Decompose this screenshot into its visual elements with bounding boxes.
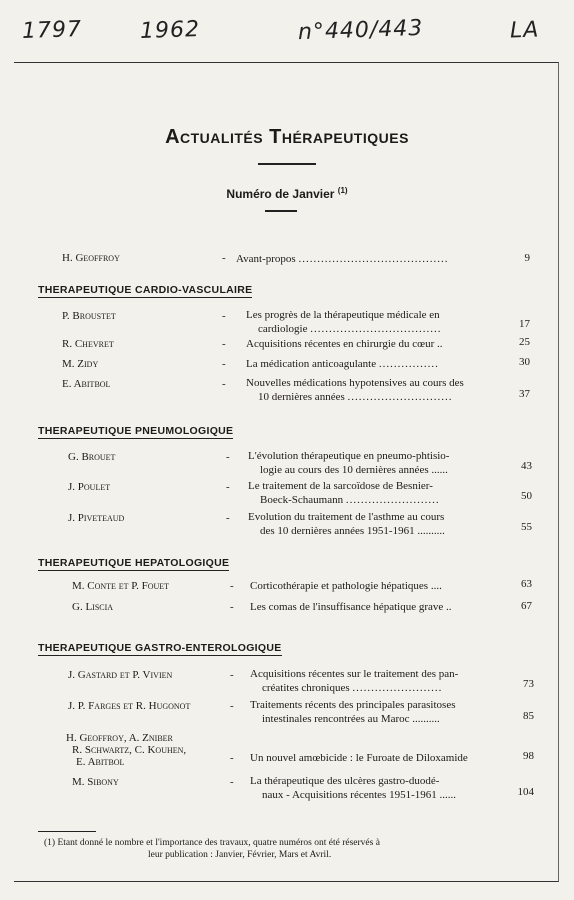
entry-author: M. Sibony bbox=[72, 776, 119, 788]
entry-author-line2: R. Schwartz, C. Kouhen, bbox=[72, 744, 187, 756]
entry-dash: - bbox=[230, 752, 234, 764]
entry-title: Corticothérapie et pathologie hépatiques .... bbox=[250, 580, 442, 592]
entry-page: 30 bbox=[519, 356, 530, 368]
entry-title bbox=[246, 357, 498, 371]
entry-author: E. Abitbol bbox=[62, 378, 111, 390]
footnote-line1: (1) Etant donné le nombre et l'importance des travaux, quatre numéros ont été réservés à bbox=[44, 838, 380, 848]
entry-author: J. Piveteaud bbox=[68, 512, 125, 524]
entry-title bbox=[250, 774, 500, 802]
intro-text: Avant-propos bbox=[236, 253, 299, 265]
section-pneumologique: THERAPEUTIQUE PNEUMOLOGIQUE bbox=[38, 425, 234, 437]
issue-text: Numéro de Janvier bbox=[226, 187, 335, 201]
entry-page: 50 bbox=[521, 490, 532, 502]
entry-dash: - bbox=[230, 669, 234, 681]
intro-dots: ........................................ bbox=[298, 253, 449, 265]
issue-label bbox=[0, 186, 574, 201]
entry-page: 25 bbox=[519, 336, 530, 348]
entry-title bbox=[248, 449, 498, 477]
entry-title-line2: intestinales rencontrées au Maroc .......... bbox=[262, 713, 440, 725]
entry-author: G. Brouet bbox=[68, 451, 116, 463]
intro-author: H. Geoffroy bbox=[62, 252, 120, 264]
entry-dash: - bbox=[230, 776, 234, 788]
entry-author: J. Poulet bbox=[68, 481, 111, 493]
entry-title-line1: Acquisitions récentes sur le traitement des pan- bbox=[250, 668, 459, 680]
entry-page: 63 bbox=[521, 578, 532, 590]
entry-title: Un nouvel amœbicide : le Furoate de Diloxamide bbox=[250, 752, 468, 764]
entry-author: P. Broustet bbox=[62, 310, 116, 322]
entry-dash: - bbox=[226, 481, 230, 493]
entry-page: 37 bbox=[519, 388, 530, 400]
entry-title bbox=[246, 376, 498, 404]
entry-title: Les comas de l'insuffisance hépatique grave .. bbox=[250, 601, 452, 613]
entry-dash: - bbox=[226, 451, 230, 463]
entry-title bbox=[248, 479, 498, 507]
entry-title bbox=[250, 667, 500, 695]
entry-dash: - bbox=[222, 378, 226, 390]
entry-page: 43 bbox=[521, 460, 532, 472]
entry-author: M. Conte et P. Fouet bbox=[72, 580, 170, 592]
entry-author: H. Geoffroy, A. Zniber bbox=[66, 732, 173, 744]
entry-dash: - bbox=[230, 580, 234, 592]
entry-author: J. Gastard et P. Vivien bbox=[68, 669, 173, 681]
entry-dash: - bbox=[222, 338, 226, 350]
entry-page: 85 bbox=[523, 710, 534, 722]
entry-title-text: La médication anticoagulante bbox=[246, 358, 379, 370]
entry-title-line2: créatites chroniques ........................ bbox=[262, 682, 443, 694]
handwritten-note-3: n°440/443 bbox=[297, 15, 424, 46]
entry-title-line2: logie au cours des 10 dernières années ...... bbox=[260, 464, 448, 476]
title-rule bbox=[258, 163, 316, 165]
issue-rule bbox=[265, 210, 297, 212]
entry-author: G. Liscia bbox=[72, 601, 114, 613]
entry-dash: - bbox=[230, 601, 234, 613]
entry-title-line2: 10 dernières années ............................ bbox=[258, 391, 453, 403]
entry-author: M. Zidy bbox=[62, 358, 99, 370]
handwritten-note-1: 1797 bbox=[21, 16, 83, 45]
entry-title bbox=[250, 698, 500, 726]
entry-title-line1: Le traitement de la sarcoïdose de Besnier- bbox=[248, 480, 433, 492]
entry-title bbox=[246, 308, 498, 336]
intro-dash: - bbox=[222, 252, 226, 264]
entry-dots: ................ bbox=[378, 358, 439, 370]
entry-page: 98 bbox=[523, 750, 534, 762]
entry-title-line1: La thérapeutique des ulcères gastro-duodé- bbox=[250, 775, 440, 787]
entry-title-line2: naux - Acquisitions récentes 1951-1961 ...... bbox=[262, 789, 456, 801]
entry-title-line1: Evolution du traitement de l'asthme au cours bbox=[248, 511, 445, 523]
entry-title-line2: cardiologie ................................... bbox=[258, 323, 442, 335]
handwritten-note-2: 1962 bbox=[139, 16, 201, 45]
entry-author-line3: E. Abitbol bbox=[76, 756, 125, 768]
entry-dash: - bbox=[226, 512, 230, 524]
entry-title-line1: L'évolution thérapeutique en pneumo-phtisio- bbox=[248, 450, 450, 462]
issue-footnote-ref: (1) bbox=[337, 186, 348, 195]
section-cardio-vasculaire: THERAPEUTIQUE CARDIO-VASCULAIRE bbox=[38, 284, 253, 296]
page-title: Actualités Thérapeutiques bbox=[165, 126, 409, 148]
entry-page: 104 bbox=[517, 786, 534, 798]
entry-dash: - bbox=[222, 310, 226, 322]
footnote bbox=[44, 837, 514, 861]
entry-page: 73 bbox=[523, 678, 534, 690]
entry-author: R. Chevret bbox=[62, 338, 114, 350]
entry-title-line2: des 10 dernières années 1951-1961 .......... bbox=[260, 525, 445, 537]
entry-title-line1: Les progrès de la thérapeutique médicale en bbox=[246, 309, 440, 321]
entry-title: Acquisitions récentes en chirurgie du cœur .. bbox=[246, 338, 443, 350]
entry-title-line1: Nouvelles médications hypotensives au cours des bbox=[246, 377, 464, 389]
entry-page: 55 bbox=[521, 521, 532, 533]
entry-dash: - bbox=[230, 700, 234, 712]
intro-page: 9 bbox=[524, 252, 530, 264]
footnote-line2: leur publication : Janvier, Février, Mars et Avril. bbox=[148, 850, 332, 860]
handwritten-note-4: LA bbox=[509, 17, 540, 44]
entry-title bbox=[248, 510, 498, 538]
section-gastro-enterologique: THERAPEUTIQUE GASTRO-ENTEROLOGIQUE bbox=[38, 642, 282, 654]
entry-page: 67 bbox=[521, 600, 532, 612]
section-hepatologique: THERAPEUTIQUE HEPATOLOGIQUE bbox=[38, 557, 230, 569]
footnote-rule bbox=[38, 831, 96, 832]
entry-title-line2: Boeck-Schaumann ......................... bbox=[260, 494, 440, 506]
entry-dash: - bbox=[222, 358, 226, 370]
entry-page: 17 bbox=[519, 318, 530, 330]
intro-title bbox=[236, 252, 498, 266]
entry-author: J. P. Farges et R. Hugonot bbox=[68, 700, 191, 712]
entry-title-line1: Traitements récents des principales parasitoses bbox=[250, 699, 456, 711]
